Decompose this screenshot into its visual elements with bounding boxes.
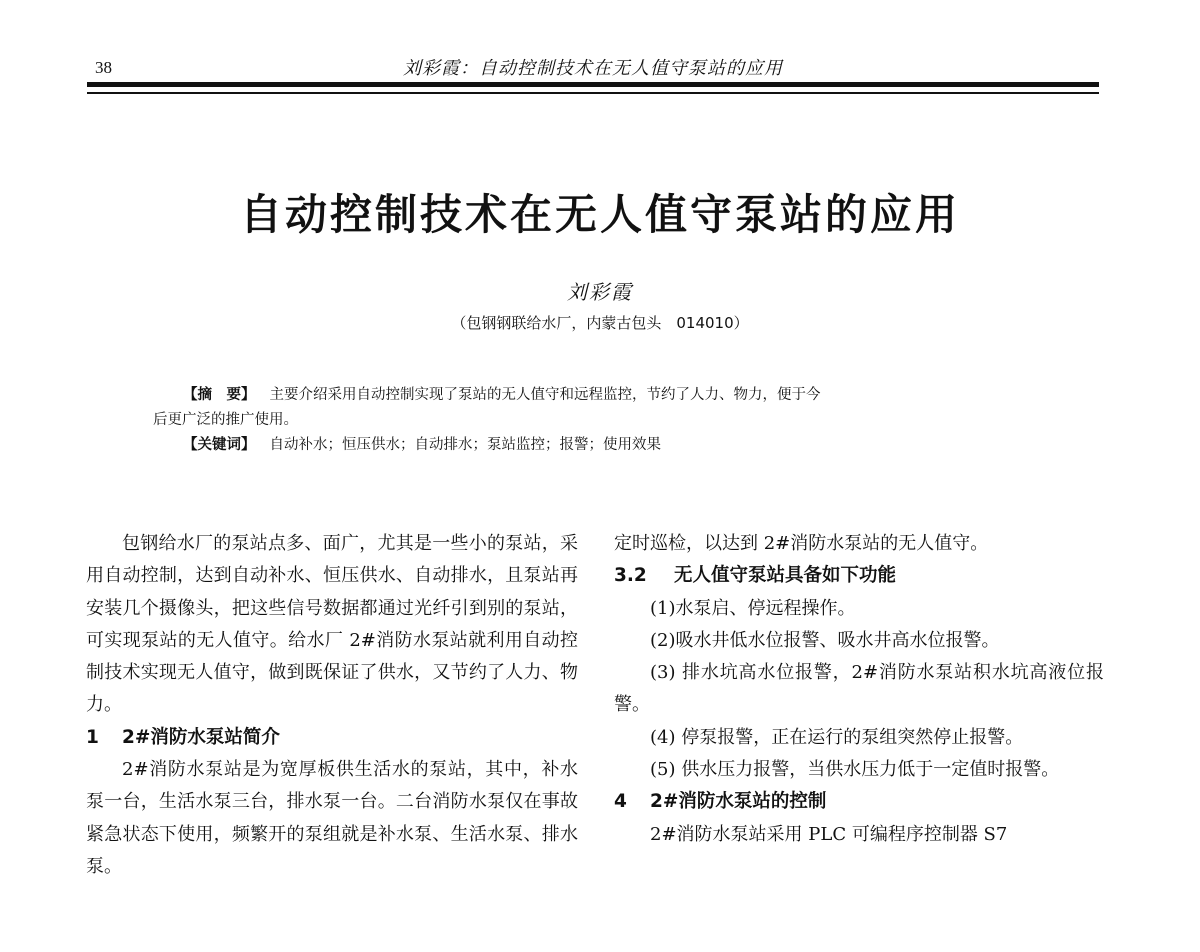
abstract-text-2: 后更广泛的推广使用。 <box>153 412 298 428</box>
section-4-body: 2#消防水泵站采用 PLC 可编程序控制器 S7 <box>650 823 1008 845</box>
section-number: 1 <box>86 726 99 748</box>
section-title: 2#消防水泵站的控制 <box>650 791 827 813</box>
header-rule-thick <box>87 82 1099 87</box>
abstract-text-1: 主要介绍采用自动控制实现了泵站的无人值守和远程监控，节约了人力、物力，便于今 <box>269 387 821 403</box>
continued-paragraph: 定时巡检，以达到 2#消防水泵站的无人值守。 <box>614 533 989 554</box>
author-affiliation: （包钢钢联给水厂，内蒙古包头 014010） <box>451 314 749 332</box>
function-item: (2)吸水井低水位报警、吸水井高水位报警。 <box>650 629 1000 651</box>
section-1-heading <box>86 722 578 754</box>
section-number: 4 <box>614 791 627 813</box>
left-column <box>86 528 578 883</box>
abstract-line <box>153 383 1043 408</box>
running-title: 刘彩霞：自动控制技术在无人值守泵站的应用 <box>403 58 783 79</box>
keywords-text: 自动补水；恒压供水；自动排水；泵站监控；报警；使用效果 <box>269 437 661 453</box>
header-rule-thin <box>87 92 1099 94</box>
abstract-line <box>153 408 1043 433</box>
section-4-heading <box>614 786 1104 818</box>
section-number: 3.2 <box>614 565 647 587</box>
function-item: (4) 停泵报警，正在运行的泵组突然停止报警。 <box>650 726 1024 748</box>
intro-paragraph: 包钢给水厂的泵站点多、面广，尤其是一些小的泵站，采用自动控制，达到自动补水、恒压供水、自动排水，且泵站再安装几个摄像头，把这些信号数据都通过光纤引到别的泵站，可实现泵站的无人值守。给水厂 2#消防水泵站就利用自动控制技术实现无人值守，做到既保证了供水，又节约了人力、物力。 <box>86 533 578 716</box>
article-title: 自动控制技术在无人值守泵站的应用 <box>239 190 960 239</box>
article-author: 刘彩霞 <box>567 280 633 304</box>
page-number: 38 <box>95 58 112 77</box>
right-column <box>614 528 1104 851</box>
keywords-label: 【关键词】 <box>183 437 256 453</box>
section-3-2-heading <box>614 560 1104 592</box>
section-1-body: 2#消防水泵站是为宽厚板供生活水的泵站，其中，补水泵一台，生活水泵三台，排水泵一台。二台消防水泵仅在事故紧急状态下使用，频繁开的泵组就是补水泵、生活水泵、排水泵。 <box>86 759 578 877</box>
function-item: (5) 供水压力报警，当供水压力低于一定值时报警。 <box>650 759 1060 781</box>
keywords-line <box>153 433 1043 458</box>
abstract-label: 【摘 要】 <box>183 387 256 403</box>
section-title: 无人值守泵站具备如下功能 <box>674 565 897 587</box>
running-head <box>87 52 1099 82</box>
function-item: (1)水泵启、停远程操作。 <box>650 597 856 619</box>
function-item: (3) 排水坑高水位报警，2#消防水泵站积水坑高液位报警。 <box>614 662 1104 716</box>
section-title: 2#消防水泵站简介 <box>122 726 280 748</box>
abstract-block <box>153 383 1043 458</box>
